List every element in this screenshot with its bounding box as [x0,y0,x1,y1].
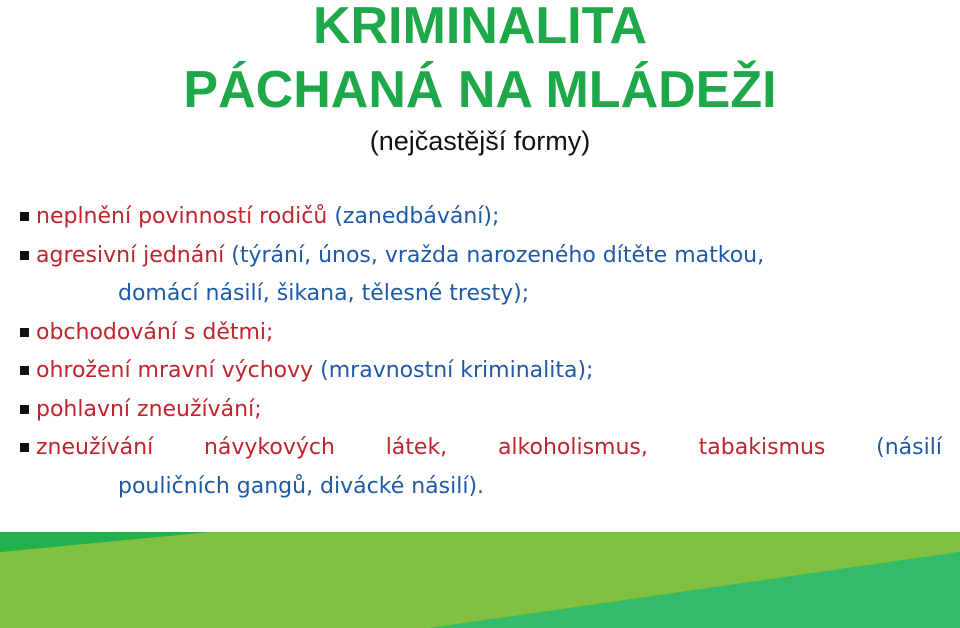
item-detail-continued: domácí násilí, šikana, tělesné tresty); [118,281,530,306]
item-detail-continued: pouličních gangů, divácké násilí). [118,473,485,499]
item-detail: (násilí [876,435,942,460]
forms-list [20,198,942,506]
list-item [20,391,942,430]
list-item [20,198,942,237]
item-detail: (mravnostní kriminalita); [313,358,594,383]
item-detail: (zanedbávání); [327,204,500,229]
item-keyword-word: zneužívání [36,435,154,460]
item-keyword-word: alkoholismus, [497,435,648,460]
item-keyword-word: tabakismus [698,435,826,460]
item-keyword-word: návykových [203,435,335,460]
item-keyword: pohlavní zneužívání; [36,396,262,422]
square-bullet-icon [20,212,29,221]
square-bullet-icon [20,328,29,337]
list-item [20,314,942,353]
page-title-line1: KRIMINALITA [312,0,648,55]
list-item [20,237,942,314]
square-bullet-icon [20,251,29,260]
item-keyword-word: látek, [385,435,448,460]
justified-line [36,429,942,468]
page-subtitle: (nejčastější formy) [369,126,591,156]
list-item [20,352,942,391]
item-keyword: obchodování s dětmi; [36,319,274,345]
page-title-line2: PÁCHANÁ NA MLÁDEŽI [183,61,777,119]
square-bullet-icon [20,366,29,375]
list-item [20,429,942,506]
item-keyword: agresivní jednání [36,242,225,268]
item-keyword: neplnění povinností rodičů [36,204,328,229]
square-bullet-icon [20,443,29,452]
item-detail: (týrání, únos, vražda narozeného dítěte matkou, [224,242,765,268]
square-bullet-icon [20,405,29,414]
footer-decoration [0,532,960,628]
item-keyword: ohrožení mravní výchovy [36,358,314,383]
